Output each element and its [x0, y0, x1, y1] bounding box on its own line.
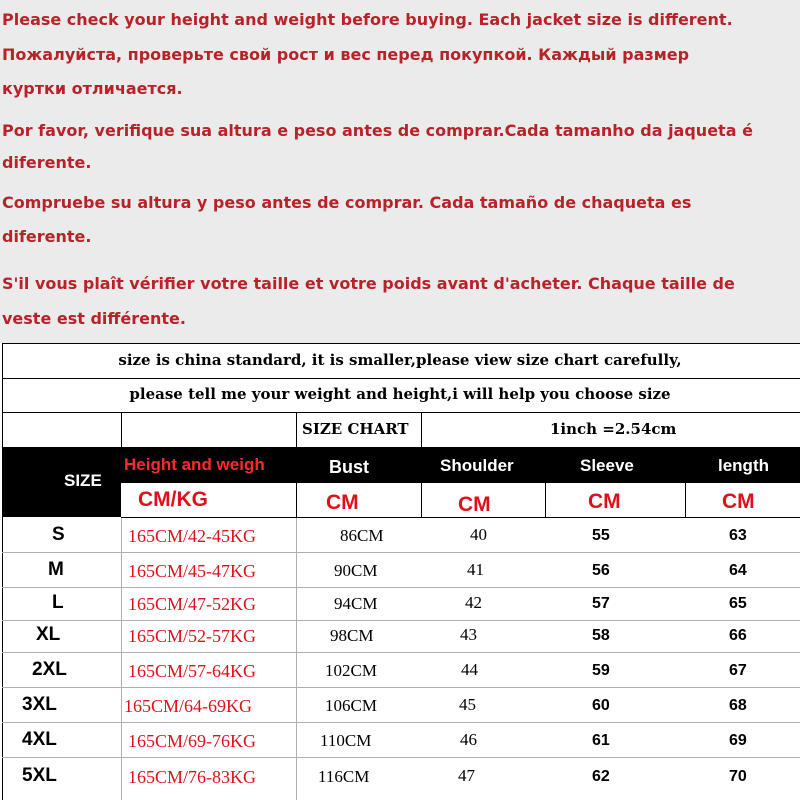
col-line-3-top	[421, 412, 422, 447]
table-row	[0, 586, 800, 621]
notice-line-pt-1: Por favor, verifique sua altura e peso antes de comprar.Cada tamanho da jaqueta é	[2, 121, 753, 140]
length-cell: 65	[729, 595, 747, 612]
notice-line-pt-2: diferente.	[2, 153, 92, 172]
col-line-1-top	[121, 412, 122, 447]
height-weight-cell: 165CM/47-52KG	[128, 594, 257, 614]
size-cell: M	[48, 559, 64, 580]
size-table	[0, 343, 800, 800]
shoulder-header: Shoulder	[440, 456, 514, 475]
size-cell: S	[52, 524, 65, 545]
bust-cell: 106CM	[325, 696, 377, 715]
shoulder-cell: 47	[458, 766, 475, 785]
sleeve-cell: 59	[592, 662, 610, 679]
units-col-4	[685, 483, 686, 517]
notice-line-fr-2: veste est différente.	[2, 309, 186, 328]
height-weight-cell: 165CM/57-64KG	[128, 661, 257, 681]
shoulder-cell: 42	[465, 593, 482, 612]
shoulder-cell: 43	[460, 625, 477, 644]
sleeve-cell: 58	[592, 627, 610, 644]
sleeve-header: Sleeve	[580, 456, 634, 475]
col-line-2-top	[296, 412, 297, 447]
bust-cell: 94CM	[334, 594, 378, 613]
height-weight-cell: 165CM/76-83KG	[128, 767, 257, 787]
size-header: SIZE	[64, 471, 102, 490]
bust-cell: 90CM	[334, 561, 378, 580]
size-cell: XL	[36, 624, 61, 645]
bust-unit: CM	[326, 491, 359, 514]
sleeve-cell: 56	[592, 562, 610, 579]
shoulder-cell: 45	[459, 695, 476, 714]
size-cell: 5XL	[22, 765, 57, 786]
size-cell: 4XL	[22, 729, 57, 750]
height-weight-cell: 165CM/45-47KG	[128, 561, 257, 581]
table-row	[0, 653, 800, 688]
shoulder-cell: 46	[460, 730, 477, 749]
header-band	[2, 447, 800, 483]
table-row	[0, 618, 800, 653]
table-row	[0, 688, 800, 723]
size-note-2: please tell me your weight and height,i will help you choose size	[129, 385, 671, 403]
notice-panel	[0, 0, 800, 343]
notice-line-ru-1: Пожалуйста, проверьте свой рост и вес перед покупкой. Каждый размер	[2, 45, 690, 64]
units-col-3	[545, 483, 546, 517]
notice-line-es-1: Compruebe su altura y peso antes de comprar. Cada tamaño de chaqueta es	[2, 193, 692, 212]
notice-line-es-2: diferente.	[2, 227, 92, 246]
size-note-1: size is china standard, it is smaller,please view size chart carefully,	[118, 351, 682, 369]
height-weight-header: Height and weigh	[124, 455, 265, 474]
height-weight-cell: 165CM/69-76KG	[128, 731, 257, 751]
size-header-cell	[2, 447, 121, 517]
table-row	[0, 759, 800, 794]
length-cell: 67	[729, 662, 747, 679]
bust-cell: 116CM	[318, 767, 370, 786]
height-weight-cell: 165CM/64-69KG	[124, 696, 253, 716]
table-border-top	[2, 343, 800, 344]
table-line-note1	[2, 378, 800, 379]
bust-cell: 98CM	[330, 626, 374, 645]
length-cell: 70	[729, 768, 747, 785]
shoulder-cell: 41	[467, 560, 484, 579]
height-weight-unit: CM/KG	[138, 488, 208, 511]
size-cell: L	[52, 592, 64, 613]
notice-line-ru-2: куртки отличается.	[2, 79, 183, 98]
length-unit: CM	[722, 490, 755, 513]
shoulder-cell: 44	[461, 660, 478, 679]
size-chart-label: SIZE CHART	[302, 420, 409, 438]
units-col-1	[296, 483, 297, 517]
height-weight-cell: 165CM/42-45KG	[128, 526, 257, 546]
table-row	[0, 723, 800, 758]
length-header: length	[718, 456, 769, 475]
size-cell: 3XL	[22, 694, 57, 715]
table-row	[0, 553, 800, 588]
sleeve-cell: 55	[592, 527, 610, 544]
length-cell: 64	[729, 562, 747, 579]
bust-cell: 102CM	[325, 661, 377, 680]
sleeve-unit: CM	[588, 490, 621, 513]
bust-cell: 86CM	[340, 526, 384, 545]
length-cell: 69	[729, 732, 747, 749]
shoulder-unit: CM	[458, 493, 491, 516]
table-row	[0, 518, 800, 553]
shoulder-cell: 40	[470, 525, 487, 544]
height-weight-cell: 165CM/52-57KG	[128, 626, 257, 646]
notice-line-fr-1: S'il vous plaît vérifier votre taille et votre poids avant d'acheter. Chaque taille de	[2, 274, 735, 293]
sleeve-cell: 57	[592, 595, 610, 612]
inch-conversion-label: 1inch =2.54cm	[550, 420, 677, 438]
sleeve-cell: 60	[592, 697, 610, 714]
notice-line-en: Please check your height and weight before buying. Each jacket size is different.	[2, 10, 733, 29]
length-cell: 66	[729, 627, 747, 644]
bust-header: Bust	[329, 457, 369, 477]
units-col-2	[421, 483, 422, 517]
sleeve-cell: 62	[592, 768, 610, 785]
length-cell: 68	[729, 697, 747, 714]
sleeve-cell: 61	[592, 732, 610, 749]
length-cell: 63	[729, 527, 747, 544]
bust-cell: 110CM	[320, 731, 372, 750]
size-cell: 2XL	[32, 659, 67, 680]
